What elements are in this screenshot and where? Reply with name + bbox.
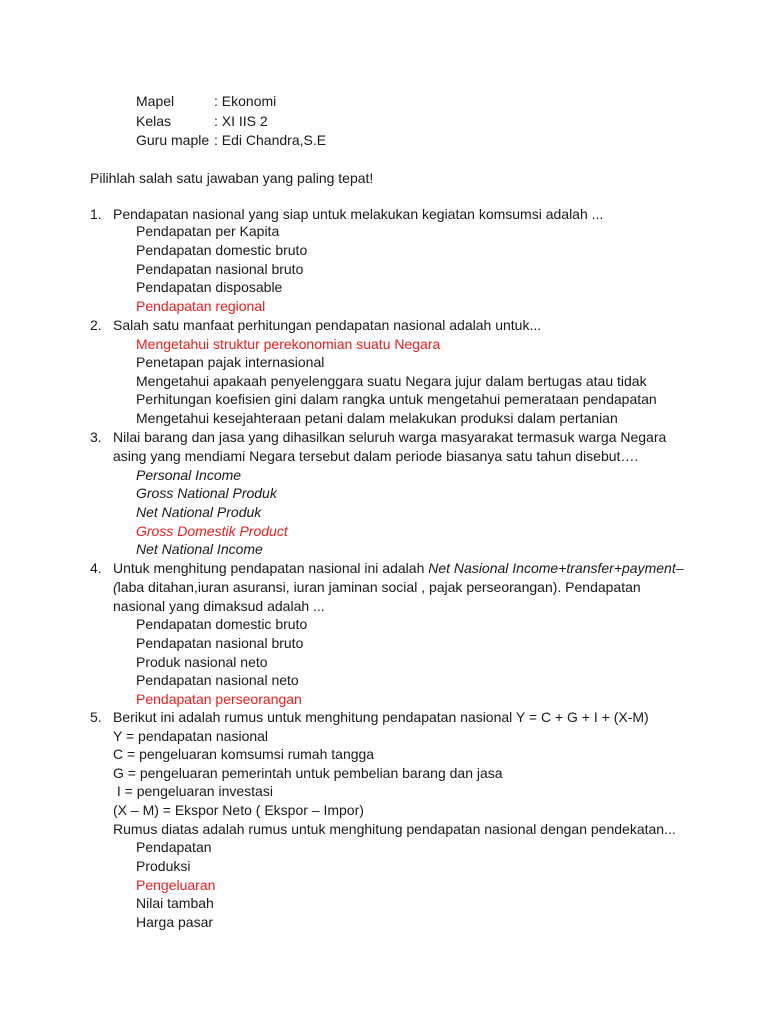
- option-e: Mengetahui kesejahteraan petani dalam melakukan produksi dalam pertanian: [136, 410, 618, 426]
- formula-y: Y = pendapatan nasional: [113, 728, 269, 744]
- question-text-line-2: [113, 578, 641, 596]
- question-text-deductions: laba ditahan,iuran asuransi, iuran jaminan social , pajak perseorangan). Pendapatan: [117, 579, 641, 595]
- question-text-line-2: asing yang mendiami Negara tersebut dalam periode biasanya satu tahun disebut….: [113, 448, 639, 464]
- option-a: Pendapatan domestic bruto: [136, 616, 308, 632]
- option-a: Pendapatan: [136, 839, 212, 855]
- question-text-formula: Net Nasional Income+transfer+payment–: [428, 560, 684, 576]
- option-b: Penetapan pajak internasional: [136, 354, 325, 370]
- question-number: 5.: [90, 709, 102, 725]
- question-text-plain: Untuk menghitung pendapatan nasional ini adalah: [113, 560, 429, 576]
- option-c-answer: Pengeluaran: [136, 877, 216, 893]
- kelas-label: Kelas: [136, 113, 172, 129]
- kelas-value: : XI IIS 2: [214, 113, 268, 129]
- option-b: Gross National Produk: [136, 485, 277, 501]
- option-b: Produksi: [136, 858, 191, 874]
- option-e-answer: Pendapatan regional: [136, 298, 266, 314]
- option-b: Pendapatan domestic bruto: [136, 242, 308, 258]
- option-e: Harga pasar: [136, 914, 214, 930]
- formula-g: G = pengeluaran pemerintah untuk pembelian barang dan jasa: [113, 765, 503, 781]
- question-number: 2.: [90, 317, 102, 333]
- option-c: Mengetahui apakaah penyelenggara suatu Negara jujur dalam bertugas atau tidak: [136, 373, 647, 389]
- guru-value: : Edi Chandra,S.E: [214, 132, 327, 148]
- option-c: Pendapatan nasional bruto: [136, 261, 304, 277]
- question-text-prompt: Rumus diatas adalah rumus untuk menghitung pendapatan nasional dengan pendekatan...: [113, 821, 676, 837]
- option-c: Net National Produk: [136, 504, 262, 520]
- question-text-line-1: Berikut ini adalah rumus untuk menghitung pendapatan nasional Y = C + G + I + (X-M): [113, 709, 649, 725]
- mapel-value: : Ekonomi: [214, 93, 277, 109]
- question-number: 3.: [90, 429, 102, 445]
- question-text-line-1: Nilai barang dan jasa yang dihasilkan seluruh warga masyarakat termasuk warga Negara: [113, 429, 667, 445]
- option-d: Perhitungan koefisien gini dalam rangka untuk mengetahui pemerataan pendapatan: [136, 391, 657, 407]
- option-e-answer: Pendapatan perseorangan: [136, 691, 302, 707]
- option-d: Nilai tambah: [136, 895, 214, 911]
- option-b: Pendapatan nasional bruto: [136, 635, 304, 651]
- option-c: Produk nasional neto: [136, 654, 268, 670]
- formula-c: C = pengeluaran komsumsi rumah tangga: [113, 746, 375, 762]
- option-a: Personal Income: [136, 467, 242, 483]
- question-text-line-3: nasional yang dimaksud adalah ...: [113, 598, 325, 614]
- guru-label: Guru maple: [136, 132, 210, 148]
- question-number: 1.: [90, 206, 102, 222]
- mapel-label: Mapel: [136, 93, 175, 109]
- option-e: Net National Income: [136, 541, 263, 557]
- question-text-paren: (: [113, 579, 118, 595]
- question-text-line-1: [113, 559, 684, 577]
- formula-i: I = pengeluaran investasi: [113, 783, 273, 799]
- instruction-text: Pilihlah salah satu jawaban yang paling tepat!: [90, 170, 374, 186]
- question-number: 4.: [90, 560, 102, 576]
- option-a: Pendapatan per Kapita: [136, 223, 280, 239]
- option-d: Pendapatan disposable: [136, 279, 283, 295]
- option-d-answer: Gross Domestik Product: [136, 523, 288, 539]
- question-text: Pendapatan nasional yang siap untuk melakukan kegiatan komsumsi adalah ...: [113, 206, 604, 222]
- question-text: Salah satu manfaat perhitungan pendapatan nasional adalah untuk...: [113, 317, 542, 333]
- option-a-answer: Mengetahui struktur perekonomian suatu Negara: [136, 336, 441, 352]
- option-d: Pendapatan nasional neto: [136, 672, 299, 688]
- formula-xm: (X – M) = Ekspor Neto ( Ekspor – Impor): [113, 802, 364, 818]
